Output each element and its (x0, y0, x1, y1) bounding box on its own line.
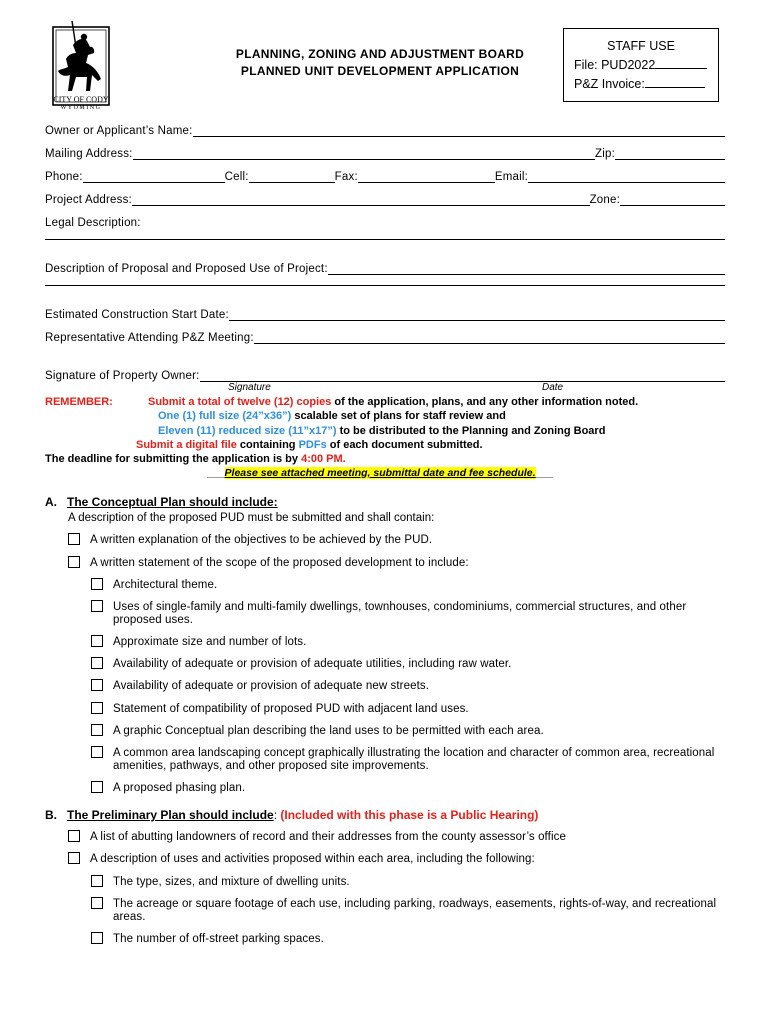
checkbox[interactable] (91, 679, 103, 691)
representative-field[interactable] (254, 332, 725, 344)
zone-label: Zone: (589, 194, 620, 206)
staff-file-row (574, 56, 708, 75)
email-label: Email: (494, 171, 528, 183)
section-b-colon: : (273, 808, 281, 822)
owner-label: Owner or Applicant’s Name: (45, 125, 193, 137)
representative-row (45, 328, 725, 344)
owner-field[interactable] (193, 125, 725, 137)
copies-note: Submit a total of twelve (12) copies (148, 396, 332, 408)
checkbox[interactable] (91, 781, 103, 793)
checkbox[interactable] (91, 578, 103, 590)
checklist-item (68, 557, 718, 570)
legal-label: Legal Description: (45, 217, 141, 229)
schedule-note: Please see attached meeting, submittal date and fee schedule. (224, 467, 536, 479)
remember-line1 (148, 395, 638, 410)
checklist-subitem-text: The number of off-street parking spaces. (113, 933, 324, 945)
legal-field[interactable] (45, 239, 725, 240)
representative-label: Representative Attending P&Z Meeting: (45, 332, 254, 344)
form-title (200, 46, 560, 80)
checklist-subitem (91, 703, 721, 716)
staff-file-label: File: PUD2022 (574, 58, 656, 72)
proposal-field[interactable] (328, 263, 725, 275)
checklist-subitem-text: A proposed phasing plan. (113, 782, 246, 794)
logo-caption (46, 96, 116, 112)
phone-field[interactable] (83, 171, 225, 183)
pdfs-note: PDFs (298, 439, 327, 451)
remember-line2 (158, 409, 506, 424)
checklist-subitem (91, 636, 721, 649)
zip-field[interactable] (615, 148, 725, 160)
checkbox[interactable] (91, 875, 103, 887)
staff-invoice-field[interactable] (645, 77, 705, 88)
checklist-subitem-text: The type, sizes, and mixture of dwelling units. (113, 876, 350, 888)
proposal-label: Description of Proposal and Proposed Use of Project: (45, 263, 328, 275)
section-a-intro: A description of the proposed PUD must be submitted and shall contain: (68, 512, 435, 524)
date-caption: Date (542, 382, 564, 393)
checklist-item-text: A written statement of the scope of the proposed development to include: (90, 557, 469, 569)
mailing-row (45, 144, 725, 160)
checkbox[interactable] (91, 600, 103, 612)
section-b-letter: B. (45, 808, 57, 822)
remember-line2-rest: scalable set of plans for staff review and (291, 410, 506, 422)
project-address-field[interactable] (132, 194, 590, 206)
checklist-item-text: A list of abutting landowners of record and their addresses from the county assessor’s office (90, 831, 566, 843)
mailing-field[interactable] (133, 148, 595, 160)
checklist-item (68, 853, 718, 866)
checklist-subitem (91, 747, 721, 773)
checkbox[interactable] (68, 533, 80, 545)
section-a-letter: A. (45, 495, 57, 509)
start-date-field[interactable] (229, 309, 725, 321)
checklist-subitem (91, 725, 721, 738)
checkbox[interactable] (68, 852, 80, 864)
logo-caption-state: WYOMING (60, 105, 102, 111)
checklist-subitem (91, 876, 721, 889)
contact-row (45, 167, 725, 183)
checklist-subitem-text: Architectural theme. (113, 579, 218, 591)
digital-file-note: Submit a digital file (136, 439, 237, 451)
checkbox[interactable] (91, 635, 103, 647)
checkbox[interactable] (91, 724, 103, 736)
section-a-title: The Conceptual Plan should include: (67, 495, 278, 509)
checklist-item-text: A description of uses and activities proposed within each area, including the following: (90, 853, 535, 865)
section-a-heading (45, 495, 278, 509)
staff-invoice-row (574, 75, 708, 94)
checkbox[interactable] (68, 556, 80, 568)
proposal-row (45, 259, 725, 275)
schedule-prefix: ___ (207, 467, 225, 479)
remember-line3 (158, 424, 605, 439)
form-title-line2: PLANNED UNIT DEVELOPMENT APPLICATION (240, 64, 520, 78)
checklist-subitem (91, 898, 721, 924)
fax-label: Fax: (334, 171, 358, 183)
checklist-subitem (91, 601, 721, 627)
checkbox[interactable] (91, 657, 103, 669)
checkbox[interactable] (68, 830, 80, 842)
checklist-subitem-text: Availability of adequate or provision of adequate new streets. (113, 680, 430, 692)
checkbox[interactable] (91, 746, 103, 758)
checklist-subitem-text: Uses of single-family and multi-family dwellings, townhouses, condominiums, commercial structures, and other proposed uses. (113, 601, 687, 626)
checklist-item-text: A written explanation of the objectives to be achieved by the PUD. (90, 534, 433, 546)
deadline-time: 4:00 PM. (301, 453, 346, 465)
checklist-subitem-text: Availability of adequate or provision of adequate utilities, including raw water. (113, 658, 512, 670)
zone-field[interactable] (620, 194, 725, 206)
staff-use-box (563, 28, 719, 102)
section-b-title: The Preliminary Plan should include (67, 808, 274, 822)
checklist-subitem-text: A graphic Conceptual plan describing the land uses to be permitted with each area. (113, 725, 544, 737)
remember-line1-rest: of the application, plans, and any other information noted. (331, 396, 639, 408)
checklist-subitem (91, 658, 721, 671)
cell-label: Cell: (224, 171, 249, 183)
checklist-subitem (91, 782, 721, 795)
proposal-field-2[interactable] (45, 285, 725, 286)
remember-line4 (136, 438, 483, 453)
full-size-note: One (1) full size (24”x36”) (158, 410, 292, 422)
staff-use-heading: STAFF USE (607, 39, 675, 53)
schedule-suffix: ___ (535, 467, 554, 479)
phone-label: Phone: (45, 171, 83, 183)
checklist-subitem (91, 579, 721, 592)
schedule-line (207, 466, 553, 481)
remember-line3-rest: to be distributed to the Planning and Zoning Board (336, 425, 606, 437)
checklist-subitem (91, 933, 721, 946)
start-date-row (45, 305, 725, 321)
staff-file-field[interactable] (655, 58, 707, 69)
reduced-size-note: Eleven (11) reduced size (11”x17”) (158, 425, 337, 437)
remember-label: REMEMBER: (45, 396, 113, 408)
signature-field[interactable] (200, 370, 725, 382)
public-hearing-note: (Included with this phase is a Public Hearing) (280, 808, 539, 822)
owner-row (45, 121, 725, 137)
remember-line4-rest: of each document submitted. (326, 439, 483, 451)
cell-field[interactable] (249, 171, 335, 183)
checklist-subitem-text: A common area landscaping concept graphically illustrating the location and character of common area, recreational amenities, pathways, and other proposed site improvements. (113, 747, 715, 772)
checklist-subitem-text: Approximate size and number of lots. (113, 636, 307, 648)
deadline-line (45, 452, 346, 467)
checkbox[interactable] (91, 932, 103, 944)
checklist-subitem-text: The acreage or square footage of each use, including parking, roadways, easements, rights-of-way, and recreational areas. (113, 898, 717, 923)
signature-row (45, 366, 725, 382)
checklist-item (68, 831, 718, 844)
zip-label: Zip: (595, 148, 615, 160)
signature-caption: Signature (228, 382, 271, 393)
checkbox[interactable] (91, 897, 103, 909)
checkbox[interactable] (91, 702, 103, 714)
deadline-text: The deadline for submitting the application is by (45, 453, 302, 465)
checklist-subitem (91, 680, 721, 693)
signature-label: Signature of Property Owner: (45, 370, 200, 382)
staff-invoice-label: P&Z Invoice: (574, 77, 645, 91)
remember-line4-mid: containing (236, 439, 299, 451)
checklist-item (68, 534, 718, 547)
section-b-heading (45, 808, 538, 822)
logo-caption-city: CITY OF CODY (53, 95, 109, 104)
project-address-label: Project Address: (45, 194, 132, 206)
project-address-row (45, 190, 725, 206)
form-title-line1: PLANNING, ZONING AND ADJUSTMENT BOARD (235, 47, 525, 61)
email-field[interactable] (528, 171, 725, 183)
mailing-label: Mailing Address: (45, 148, 133, 160)
start-date-label: Estimated Construction Start Date: (45, 309, 229, 321)
legal-row (45, 213, 725, 229)
fax-field[interactable] (358, 171, 495, 183)
checklist-subitem-text: Statement of compatibility of proposed PUD with adjacent land uses. (113, 703, 469, 715)
